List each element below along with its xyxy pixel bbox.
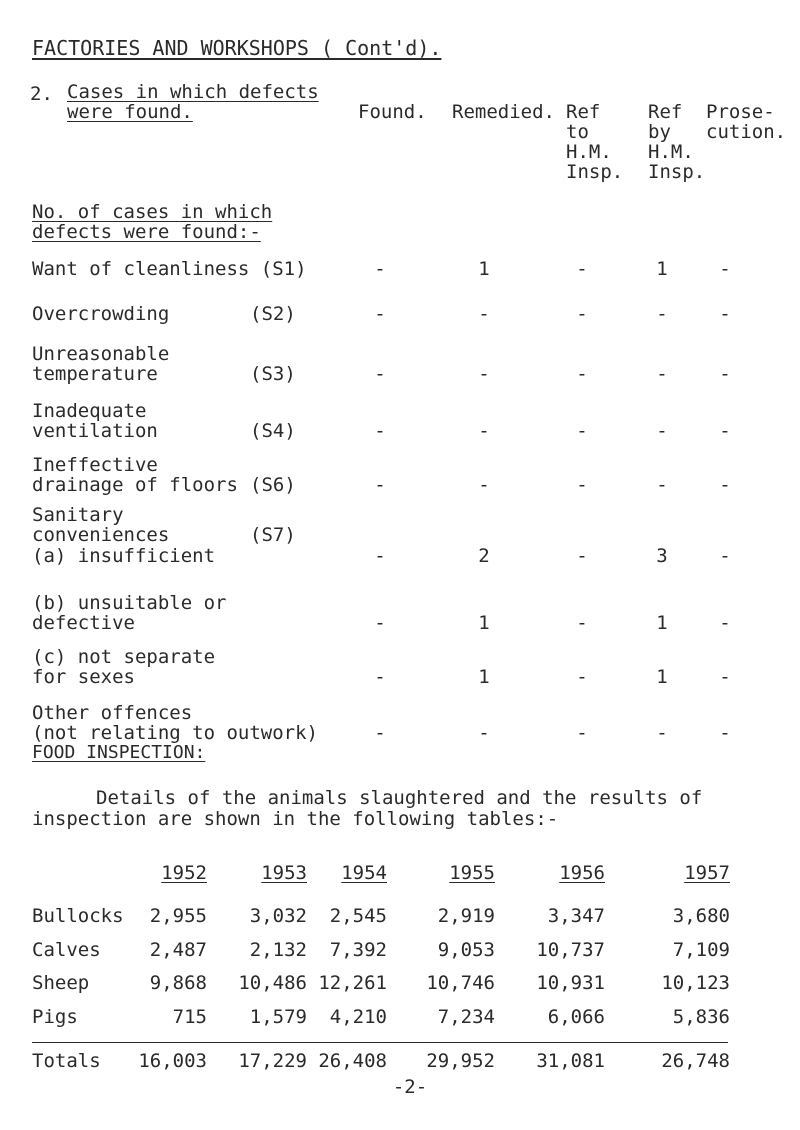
defect-row-code: (S3) (250, 363, 296, 385)
defect-row-value: - (374, 612, 386, 634)
defect-row-label: Want of cleanliness (S1) (32, 258, 307, 280)
food-row-value: 9,053 (437, 939, 495, 961)
food-inspection-heading: FOOD INSPECTION: (32, 742, 206, 763)
col-header-prosecution-line: Prose- (706, 101, 775, 123)
food-row-value: 3,347 (547, 905, 605, 927)
totals-label: Totals (32, 1050, 101, 1072)
page-number: -2- (392, 1076, 428, 1098)
food-year-header: 1954 (341, 862, 387, 884)
col-header-ref-to-line: Insp. (566, 161, 624, 183)
defect-row-value: - (576, 474, 588, 496)
defect-row-value: - (374, 420, 386, 442)
defect-row-value: - (374, 545, 386, 567)
defect-row-value: - (374, 303, 386, 325)
totals-value: 17,229 (238, 1050, 307, 1072)
defect-row-value: 3 (656, 545, 668, 567)
food-row-value: 10,123 (661, 972, 730, 994)
defect-row-value: 1 (478, 666, 490, 688)
defects-heading-line1: Cases in which defects (67, 81, 319, 103)
food-row-value: 1,579 (249, 1006, 307, 1028)
food-intro-line1: Details of the animals slaughtered and the results of (96, 787, 703, 809)
defect-row-value: - (478, 474, 490, 496)
defect-row-value: - (576, 545, 588, 567)
defect-row-label: for sexes (32, 666, 135, 688)
food-year-header: 1952 (161, 862, 207, 884)
defect-row-value: - (374, 474, 386, 496)
defect-row-value: - (719, 474, 731, 496)
food-year-header: 1953 (261, 862, 307, 884)
section-number: 2. (30, 83, 53, 105)
food-row-value: 7,392 (329, 939, 387, 961)
food-row-label: Bullocks (32, 905, 124, 927)
defect-row-value: - (656, 474, 668, 496)
food-row-value: 2,487 (149, 939, 207, 961)
defect-row-label: Unreasonable (32, 343, 170, 365)
defect-row-label: conveniences (32, 524, 170, 546)
defect-row-label: ventilation (32, 420, 158, 442)
defect-row-value: - (719, 303, 731, 325)
defect-row-value: - (478, 420, 490, 442)
defect-row-value: - (374, 666, 386, 688)
defect-row-value: - (576, 666, 588, 688)
defect-row-label: (a) insufficient (32, 545, 216, 567)
defect-row-value: - (719, 545, 731, 567)
food-row-label: Sheep (32, 972, 90, 994)
defect-row-label: (not relating to outwork) (32, 722, 318, 744)
defect-row-value: - (478, 363, 490, 385)
food-row-value: 6,066 (547, 1006, 605, 1028)
food-row-value: 5,836 (672, 1006, 730, 1028)
col-header-remedied: Remedied. (452, 101, 555, 123)
food-row-value: 10,931 (536, 972, 605, 994)
defects-heading-line2: were found. (67, 101, 193, 123)
defect-row-value: - (576, 258, 588, 280)
defect-row-value: - (656, 363, 668, 385)
food-year-header: 1956 (559, 862, 605, 884)
defect-row-value: - (478, 303, 490, 325)
col-header-found: Found. (358, 101, 427, 123)
food-row-label: Pigs (32, 1006, 78, 1028)
defect-row-value: - (576, 612, 588, 634)
defect-row-label: drainage of floors (32, 474, 238, 496)
defect-row-code: (S7) (250, 524, 296, 546)
food-row-value: 2,919 (437, 905, 495, 927)
food-row-value: 7,109 (672, 939, 730, 961)
defect-row-label: Other offences (32, 702, 193, 724)
totals-value: 31,081 (536, 1050, 605, 1072)
col-header-ref-by-line: by (648, 121, 671, 143)
food-row-value: 2,132 (249, 939, 307, 961)
defect-row-code: (S4) (250, 420, 296, 442)
defects-subheading-line1: No. of cases in which (32, 201, 273, 223)
defect-row-label: defective (32, 612, 135, 634)
food-row-value: 3,680 (672, 905, 730, 927)
totals-value: 26,408 (318, 1050, 387, 1072)
food-year-header: 1957 (684, 862, 730, 884)
food-row-value: 10,486 (238, 972, 307, 994)
defect-row-value: - (656, 420, 668, 442)
defect-row-value: 1 (656, 666, 668, 688)
defect-row-label: (c) not separate (32, 646, 216, 668)
food-intro-line2: inspection are shown in the following tables:- (32, 808, 559, 830)
food-row-label: Calves (32, 939, 101, 961)
defect-row-code: (S6) (250, 474, 296, 496)
totals-value: 26,748 (661, 1050, 730, 1072)
food-row-value: 7,234 (437, 1006, 495, 1028)
defect-row-value: - (576, 363, 588, 385)
defect-row-value: 2 (478, 545, 490, 567)
defect-row-value: 1 (656, 612, 668, 634)
food-row-value: 9,868 (149, 972, 207, 994)
food-row-value: 3,032 (249, 905, 307, 927)
defect-row-label: Inadequate (32, 400, 147, 422)
defect-row-value: - (719, 722, 731, 744)
food-row-value: 10,746 (426, 972, 495, 994)
defect-row-value: 1 (478, 612, 490, 634)
defects-subheading-line2: defects were found:- (32, 221, 261, 243)
col-header-ref-by-line: Insp. (648, 161, 706, 183)
defect-row-label: temperature (32, 363, 158, 385)
defect-row-value: 1 (478, 258, 490, 280)
food-row-value: 2,545 (329, 905, 387, 927)
defect-row-value: - (478, 722, 490, 744)
defect-row-label: Ineffective (32, 454, 158, 476)
defect-row-value: - (719, 612, 731, 634)
col-header-prosecution-line: cution. (706, 121, 787, 143)
defect-row-value: - (576, 420, 588, 442)
col-header-ref-by-line: H.M. (648, 141, 694, 163)
defect-row-value: 1 (656, 258, 668, 280)
col-header-ref-to-line: to (566, 121, 589, 143)
defect-row-value: - (719, 363, 731, 385)
defect-row-value: - (719, 258, 731, 280)
defect-row-value: - (719, 420, 731, 442)
col-header-ref-to-line: H.M. (566, 141, 612, 163)
defect-row-value: - (576, 303, 588, 325)
food-row-value: 715 (172, 1006, 207, 1028)
defect-row-value: - (719, 666, 731, 688)
totals-value: 29,952 (426, 1050, 495, 1072)
food-row-value: 10,737 (536, 939, 605, 961)
defect-row-code: (S2) (250, 303, 296, 325)
col-header-ref-to-line: Ref (566, 101, 601, 123)
page-title: FACTORIES AND WORKSHOPS ( Cont'd). (32, 36, 442, 60)
defect-row-value: - (374, 722, 386, 744)
food-row-value: 12,261 (318, 972, 387, 994)
defect-row-value: - (656, 722, 668, 744)
totals-rule (32, 1042, 728, 1043)
defect-row-value: - (374, 258, 386, 280)
defect-row-label: Overcrowding (32, 303, 170, 325)
col-header-ref-by-line: Ref (648, 101, 683, 123)
defect-row-value: - (576, 722, 588, 744)
food-year-header: 1955 (449, 862, 495, 884)
defect-row-value: - (656, 303, 668, 325)
food-row-value: 2,955 (149, 905, 207, 927)
defect-row-label: (b) unsuitable or (32, 592, 227, 614)
defect-row-label: Sanitary (32, 504, 124, 526)
totals-value: 16,003 (138, 1050, 207, 1072)
defect-row-value: - (374, 363, 386, 385)
food-row-value: 4,210 (329, 1006, 387, 1028)
